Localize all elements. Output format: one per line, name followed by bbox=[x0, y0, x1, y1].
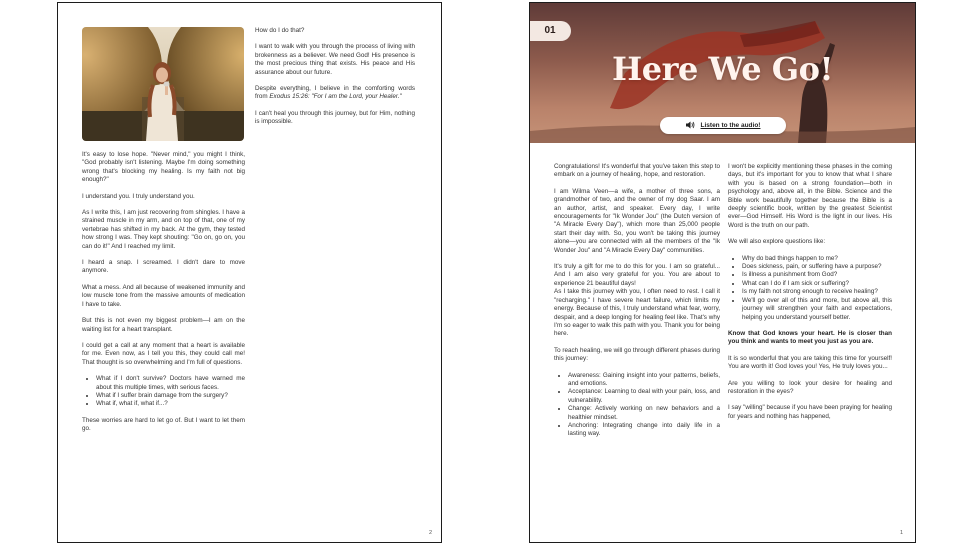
list-item: • Awareness: Gaining insight into your patterns, beliefs, and emotions. bbox=[568, 372, 720, 389]
listen-audio-button[interactable] bbox=[660, 117, 786, 134]
list-item: • Acceptance: Learning to deal with your pain, loss, and vulnerability. bbox=[568, 388, 720, 405]
speaker-icon bbox=[686, 121, 695, 131]
list-item: • Change: Actively working on new behaviors and a healthier mindset. bbox=[568, 405, 720, 422]
paragraph bbox=[728, 330, 892, 347]
emphasis-statement: Know that God knows your heart. He is closer than you think and wants to meet you just as you are. bbox=[728, 329, 892, 346]
page-right bbox=[529, 2, 916, 543]
right-column-2 bbox=[728, 163, 892, 429]
worries-list bbox=[82, 375, 245, 409]
scripture-quote: Exodus 15:26: "For I am the Lord, your Healer." bbox=[269, 93, 402, 101]
questions-list bbox=[728, 255, 892, 322]
paragraph: I am Wilma Veen—a wife, a mother of three sons, a grandmother of two, and the owner of my dog Saar. I am an author, artist, and speaker. Every day, I write encouragements for "Ik Wonder Jou" (the Dutch version of "A Miracle Every Day"), which more than 25,000 people start their day with. So, you won't be taking this journey alone—you are connected with all the members of the "Ik Wonder Jou" and "A Miracle Every Day" communities. bbox=[554, 187, 720, 254]
page-left bbox=[57, 2, 442, 543]
paragraph: We will also explore questions like: bbox=[728, 238, 826, 246]
paragraph: I say "willing" because if you have been praying for healing for years and nothing has happened, bbox=[728, 404, 892, 420]
list-item: • Anchoring: Integrating change into daily life in a lasting way. bbox=[568, 422, 720, 439]
paragraph: Congratulations! It's wonderful that you've taken this step to embark on a journey of healing, hope, and restoration. bbox=[554, 163, 720, 179]
paragraph: These worries are hard to let go of. But I want to let them go. bbox=[82, 416, 245, 433]
list-item: • Does sickness, pain, or suffering have a purpose? bbox=[742, 263, 892, 271]
paragraph: To reach healing, we will go through different phases during this journey: bbox=[554, 346, 720, 363]
hero-banner bbox=[530, 3, 915, 143]
paragraph: As I write this, I am just recovering from shingles. I have a strained muscle in my arm, and on top of that, one of my vertebrae has shifted in my back. At the gym, they tested how strong I was. They kept shouting: "Go on, go on, you can do it!" And I reached my limit. bbox=[82, 209, 245, 250]
page-title: Here We Go! bbox=[612, 50, 833, 88]
list-item: • What if I don't survive? Doctors have warned me about this multiple times, with serious faces. bbox=[96, 375, 245, 392]
paragraph: I could get a call at any moment that a heart is available for me. Even now, as I tell you this, they could call me! That thought is so overwhelming and I'm full of questions. bbox=[82, 341, 245, 366]
left-column-2 bbox=[255, 27, 415, 135]
list-item: • What can I do if I am sick or suffering? bbox=[742, 280, 892, 288]
right-column-1 bbox=[554, 163, 720, 447]
list-item: • Is illness a punishment from God? bbox=[742, 271, 892, 279]
listen-audio-link[interactable]: Listen to the audio! bbox=[700, 122, 761, 129]
paragraph bbox=[255, 85, 415, 102]
scripture-lead: Despite everything, I believe in the comforting words from bbox=[255, 85, 415, 101]
paragraph: As I take this journey with you, I often need to rest. I call it "recharging." I have severe heart failure, which limits my energy. Because of this, I truly understand what fear, worry, despair, and a deep longing for healing feel like. That's why I'm so eager to walk this path with you. Thank you for being here. bbox=[554, 288, 720, 338]
list-item: • Why do bad things happen to me? bbox=[742, 255, 892, 263]
list-item: • We'll go over all of this and more, but above all, this journey will strengthen your faith and expectations, helping you understand yourself better. bbox=[742, 297, 892, 322]
paragraph: But this is not even my biggest problem—I am on the waiting list for a heart transplant. bbox=[82, 317, 245, 333]
paragraph: I won't be explicitly mentioning these phases in the coming days, but it's important for you to know that what I share with you is based on a strong foundation—both in psychology and, above all, in the Bible. Science and the Bible work beautifully together because the Bible is a deeply scientific book, written by the greatest Scientist ever—God Himself. His Word is the light in our lives. His Word is the truth on our path. bbox=[728, 163, 892, 229]
paragraph: I can't heal you through this journey, but for Him, nothing is impossible. bbox=[255, 109, 415, 126]
paragraph: I understand you. I truly understand you. bbox=[82, 192, 195, 200]
page-number: 2 bbox=[428, 530, 432, 536]
paragraph: I want to walk with you through the process of living with brokenness as a believer. We need God! His presence is the most precious thing that exists. His peace and His assurance about our future. bbox=[255, 43, 415, 76]
phases-list bbox=[554, 372, 720, 439]
paragraph: It's easy to lose hope. "Never mind," you might I think, "God probably isn't listening. Maybe I'm doing something wrong that's blocking my healing. Is my faith not big enough?" bbox=[82, 151, 245, 184]
list-item: • What if, what if, what if...? bbox=[96, 400, 245, 408]
girl-singing-photo bbox=[82, 27, 244, 141]
paragraph: I heard a snap. I screamed. I didn't dare to move anymore. bbox=[82, 259, 245, 275]
page-number: 1 bbox=[899, 530, 903, 536]
paragraph: It is so wonderful that you are taking this time for yourself! You are worth it! God loves you! Yes, He truly loves you... bbox=[728, 354, 892, 371]
paragraph: How do I do that? bbox=[255, 27, 305, 34]
paragraph: What a mess. And all because of weakened immunity and low muscle tone from the massive amounts of medication I have to take. bbox=[82, 283, 245, 308]
paragraph: Are you willing to look your desire for healing and restoration in the eyes? bbox=[728, 379, 892, 395]
left-column-1 bbox=[82, 151, 245, 442]
list-item: • What if I suffer brain damage from the surgery? bbox=[96, 392, 245, 400]
paragraph: It's truly a gift for me to do this for you. I am so grateful... And I am also very grateful for you. You are about to experience 21 beautiful days! bbox=[554, 263, 720, 287]
list-item: • Is my faith not strong enough to receive healing? bbox=[742, 288, 892, 296]
chapter-badge: 01 bbox=[530, 21, 571, 41]
